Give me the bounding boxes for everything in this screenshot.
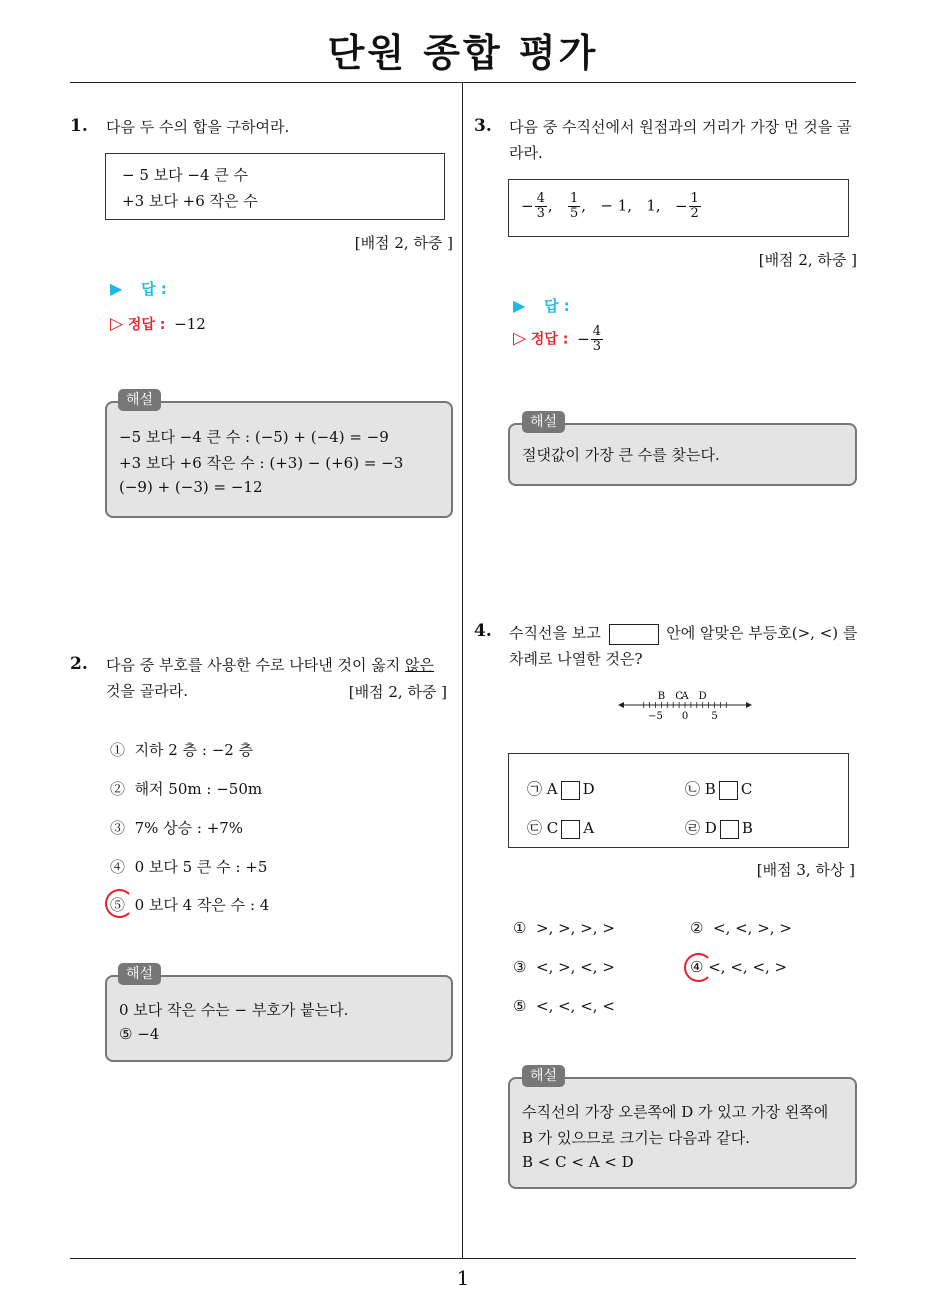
q1-text: 다음 두 수의 합을 구하여라. [106, 118, 290, 136]
q4-pairs-box [508, 753, 849, 848]
q3-correct-label: 정답 : [530, 331, 569, 348]
q2-option-4-text: 0 보다 5 큰 수 : +5 [134, 858, 268, 876]
q2-option-5-text: 0 보다 4 작은 수 : 4 [134, 896, 270, 914]
q2-number: 2. [70, 654, 88, 674]
q4-option-2[interactable]: ② <, <, >, > [690, 919, 792, 937]
q3-answer-row [513, 295, 570, 316]
column-divider [462, 83, 463, 1259]
q4-score: [배점 3, 하상 ] [756, 861, 855, 879]
q2-solution-line-2: ⑤ −4 [119, 1025, 160, 1043]
q1-score: [배점 2, 하중 ] [354, 234, 453, 252]
q1-box [105, 153, 445, 220]
q2-solution-tag: 해설 [118, 963, 161, 985]
q3-number: 3. [474, 116, 492, 136]
q4-pair-2-blank [719, 781, 738, 800]
q3-value-2: $\frac{1}{5}$ [569, 191, 579, 221]
q2-option-2[interactable] [110, 778, 262, 799]
q1-box-line-1: − 5 보다 −4 큰 수 [122, 166, 249, 184]
q1-solution-box [105, 401, 453, 518]
q4-number-line [615, 688, 755, 722]
q3-value-1: − $\frac{4}{3}$ [521, 191, 545, 221]
answer-arrow-icon: ▶ [513, 296, 526, 315]
number-line-letter-d: D [698, 691, 707, 702]
q4-solution-box [508, 1077, 857, 1189]
q4-text-b: 차례로 나열한 것은? [509, 650, 643, 668]
q3-values: − $\frac{4}{3}$ , $\frac{1}{5}$ , − 1, 1, − $\frac{1}{2}$ [521, 192, 702, 221]
q4-selected-mark [684, 953, 713, 982]
correct-arrow-icon: ▷ [110, 314, 124, 334]
q2-text-underlined: 않은 [404, 656, 434, 674]
q4-pair-1-blank [561, 781, 580, 800]
q4-option-3[interactable]: ③ <, >, <, > [513, 958, 615, 976]
number-line-label: 5 [711, 711, 718, 722]
q4-pair-4: ㉣ D B [685, 819, 753, 837]
header-divider [70, 82, 856, 83]
q4-text-a2: 안에 알맞은 부등호(>, <) 를 [666, 624, 858, 642]
footer-divider [70, 1258, 856, 1259]
q4-solution-line-2: B 가 있으므로 크기는 다음과 같다. [522, 1129, 751, 1147]
q2-option-2-text: 해저 50m : −50m [134, 780, 263, 798]
q3-solution-line-1: 절댓값이 가장 큰 수를 찾는다. [522, 446, 720, 464]
number-line-letter-c: C [675, 691, 683, 702]
q4-pair-4-blank [720, 820, 739, 839]
q4-text-a1: 수직선을 보고 [509, 624, 601, 642]
q4-pair-3-blank [561, 820, 580, 839]
q4-text-a [509, 620, 857, 646]
q4-blank-box [609, 624, 659, 645]
q1-correct-row [110, 314, 206, 334]
q1-correct-label: 정답 : [127, 317, 166, 333]
q3-correct-value: − $\frac{4}{3}$ [577, 324, 602, 354]
q3-box [508, 179, 849, 237]
q1-box-line-2: +3 보다 +6 작은 수 [122, 192, 258, 210]
q4-option-4[interactable]: ④ <, <, <, > [690, 958, 788, 976]
number-line-right-arrow [746, 702, 752, 708]
q2-score: [배점 2, 하중 ] [348, 683, 447, 701]
number-line-letters [658, 691, 707, 702]
q4-pair-2: ㉡ B C [685, 780, 753, 798]
q2-option-1[interactable] [110, 739, 253, 760]
page-title: 단원 종합 평가 [327, 31, 599, 75]
q3-text-a: 다음 중 수직선에서 원점과의 거리가 가장 먼 것을 골 [509, 118, 852, 136]
number-line-label: 0 [681, 711, 689, 722]
q2-option-5-mark: ⑤ [110, 896, 126, 914]
q2-option-1-text: 지하 2 층 : −2 층 [134, 741, 254, 759]
q1-answer-label: 답 : [141, 280, 167, 298]
q1-number: 1. [70, 116, 88, 136]
q2-option-3[interactable] [110, 817, 243, 838]
q3-value-4: 1 [646, 196, 656, 215]
number-line-letter-b: B [657, 691, 666, 702]
q2-option-3-mark: ③ [110, 819, 126, 837]
q3-text-b: 라라. [509, 144, 543, 162]
q1-solution-line-2: +3 보다 +6 작은 수 : (+3) − (+6) = −3 [119, 454, 404, 472]
q1-answer-row [110, 278, 167, 299]
q2-solution-box [105, 975, 453, 1062]
q1-solution-tag: 해설 [118, 389, 161, 411]
q4-solution-line-3: B < C < A < D [522, 1153, 634, 1171]
answer-arrow-icon: ▶ [110, 279, 123, 298]
q4-pair-3: ㉢ C A [527, 819, 595, 837]
number-line-left-arrow [618, 702, 624, 708]
q1-correct-value: −12 [174, 315, 206, 333]
q4-option-5[interactable]: ⑤ <, <, <, < [513, 997, 615, 1015]
q3-correct-row [513, 325, 604, 354]
number-line-letter-a: A [681, 691, 689, 702]
q2-text-b: 것을 골라라. [106, 682, 188, 700]
q4-option-1[interactable]: ① >, >, >, > [513, 919, 615, 937]
q3-score: [배점 2, 하중 ] [758, 251, 857, 269]
q2-option-4[interactable] [110, 856, 267, 877]
correct-arrow-icon: ▷ [513, 328, 527, 349]
q1-solution-line-3: (−9) + (−3) = −12 [119, 478, 263, 496]
q2-text-a: 다음 중 부호를 사용한 수로 나타낸 것이 옳지 [106, 656, 405, 674]
q3-answer-label: 답 : [544, 297, 570, 315]
page-number: 1 [456, 1266, 470, 1290]
q4-solution-line-1: 수직선의 가장 오른쪽에 D 가 있고 가장 왼쪽에 [522, 1103, 829, 1121]
q2-selected-mark [105, 889, 134, 918]
q4-solution-tag: 해설 [522, 1065, 565, 1087]
q3-value-3: − 1 [600, 196, 628, 215]
q4-number: 4. [474, 621, 492, 641]
number-line-labels [648, 711, 718, 722]
number-line-label: −5 [648, 711, 663, 722]
q3-value-5: − $\frac{1}{2}$ [674, 191, 699, 221]
q2-text [106, 652, 434, 678]
q2-option-2-mark: ② [110, 780, 126, 798]
q2-solution-line-1: 0 보다 작은 수는 − 부호가 붙는다. [119, 1001, 349, 1019]
q4-pair-1: ㉠ A D [527, 780, 595, 798]
q2-option-4-mark: ④ [110, 858, 126, 876]
q1-solution-line-1: −5 보다 −4 큰 수 : (−5) + (−4) = −9 [119, 428, 389, 446]
q2-option-3-text: 7% 상승 : +7% [134, 819, 244, 837]
q3-solution-tag: 해설 [522, 411, 565, 433]
q2-option-1-mark: ① [110, 741, 126, 759]
